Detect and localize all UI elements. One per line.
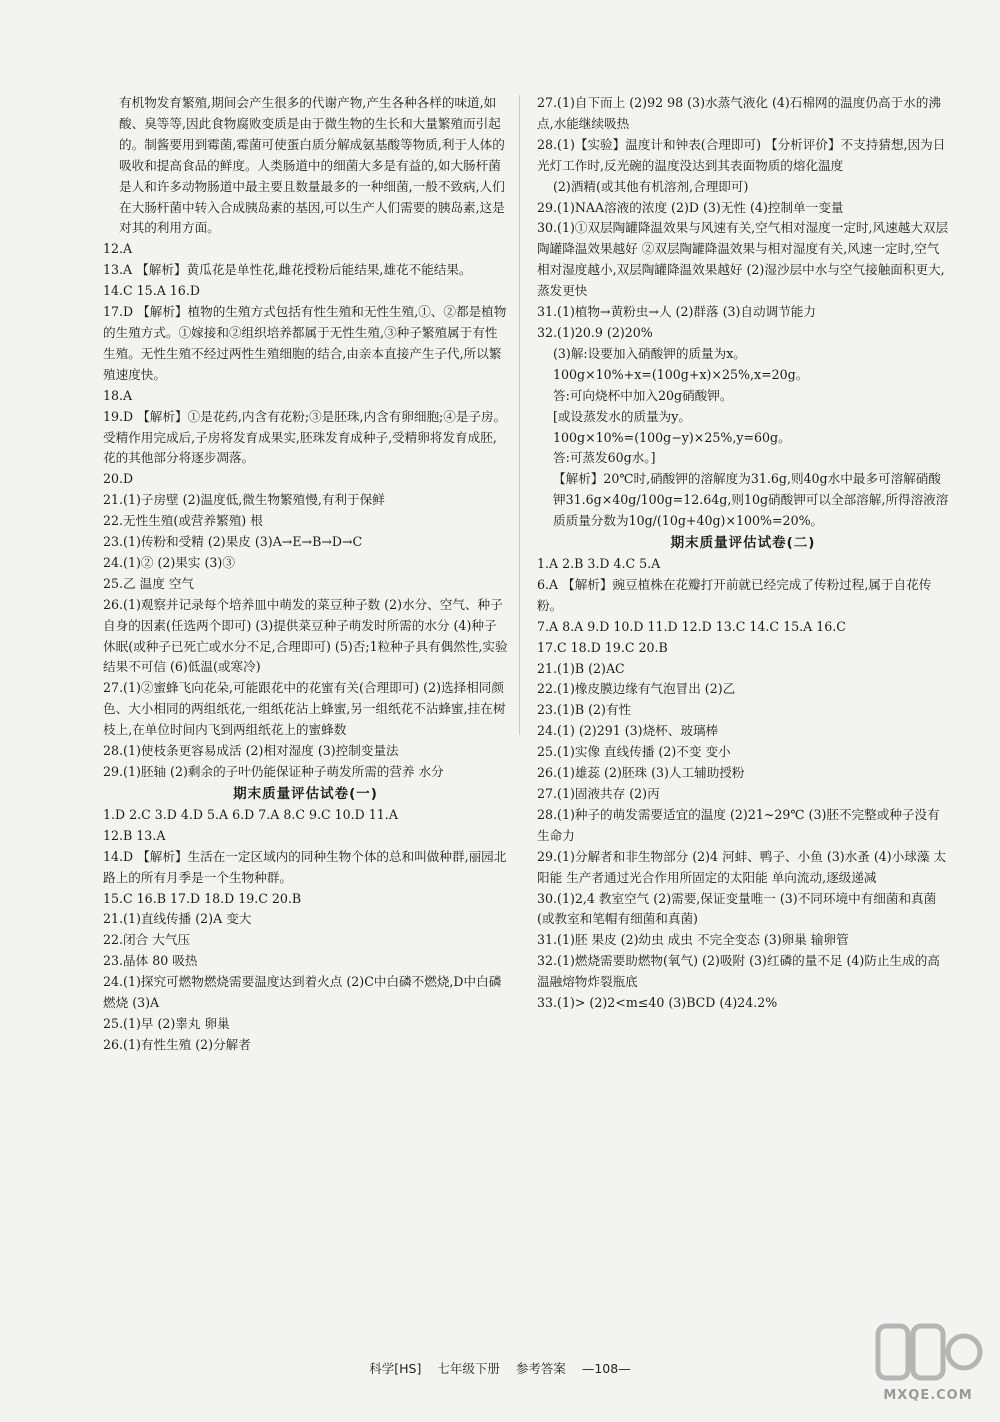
page-footer bbox=[0, 1359, 1000, 1377]
answer-item: 28.(1)种子的萌发需要适宜的温度 (2)21~29℃ (3)胚不完整或种子没有生命力 bbox=[537, 806, 940, 843]
answer-item: 6.A 【解析】豌豆植株在花瓣打开前就已经完成了传粉过程,属于自花传粉。 bbox=[537, 576, 932, 613]
column-divider bbox=[519, 95, 520, 735]
answer-item: 29.(1)NAA溶液的浓度 (2)D (3)无性 (4)控制单一变量 bbox=[537, 199, 844, 215]
answer-item: 33.(1)> (2)2<m≤40 (3)BCD (4)24.2% bbox=[537, 995, 778, 1011]
answer-item: 1.D 2.C 3.D 4.D 5.A 6.D 7.A 8.C 9.C 10.D 11.A bbox=[103, 806, 398, 822]
answer-item: 22.(1)橡皮膜边缘有气泡冒出 (2)乙 bbox=[537, 681, 736, 697]
answer-item: 14.C 15.A 16.D bbox=[103, 283, 200, 299]
answer-item: (2)酒精(或其他有机溶剂,合理即可) bbox=[553, 178, 749, 194]
answer-item: 21.(1)直线传播 (2)A 变大 bbox=[103, 911, 252, 927]
watermark-text: MXQE.COM bbox=[883, 1388, 973, 1403]
footer-grade: 七年级下册 bbox=[437, 1361, 500, 1376]
answer-item: 1.A 2.B 3.D 4.C 5.A bbox=[537, 556, 661, 572]
answer-item: 32.(1)燃烧需要助燃物(氧气) (2)吸附 (3)红磷的量不足 (4)防止生成的高温融熔物炸裂瓶底 bbox=[537, 953, 940, 990]
footer-section: 参考答案 bbox=[515, 1361, 566, 1376]
answer-item: 27.(1)自下而上 (2)92 98 (3)水蒸气液化 (4)石棉网的温度仍高于水的沸点,水能继续吸热 bbox=[537, 95, 941, 131]
answer-item: 22.闭合 大气压 bbox=[103, 932, 191, 948]
answer-item: 答:可蒸发60g水。] bbox=[553, 450, 656, 466]
footer-page-number: —108— bbox=[581, 1361, 631, 1376]
answer-item: 26.(1)有性生殖 (2)分解者 bbox=[103, 1036, 251, 1052]
answer-item: 100g×10%=(100g−y)×25%,y=60g。 bbox=[553, 429, 791, 445]
answer-item: 21.(1)B (2)AC bbox=[537, 660, 625, 676]
answer-item: 答:可向烧杯中加入20g硝酸钾。 bbox=[553, 387, 733, 403]
answer-item: 31.(1)植物→黄粉虫→人 (2)群落 (3)自动调节能力 bbox=[537, 304, 816, 320]
answer-item: 19.D 【解析】①是花药,内含有花粉;③是胚珠,内含有卵细胞;④是子房。受精作用完成后,子房将发育成果实,胚珠发育成种子,受精卵将发育成胚,花的其他部分将逐步凋落。 bbox=[103, 408, 507, 466]
answer-item: 23.(1)B (2)有性 bbox=[537, 702, 632, 718]
answer-item: 17.D 【解析】植物的生殖方式包括有性生殖和无性生殖,①、②都是植物的生殖方式。①嫁接和②组织培养都属于无性生殖,③种子繁殖属于有性生殖。无性生殖不经过两性生殖细胞的结合,由亲本直接产生子代,所以繁殖速度快。 bbox=[103, 304, 507, 382]
answer-item: 14.D 【解析】生活在一定区域内的同种生物个体的总和叫做种群,丽园北路上的所有月季是一个生物种群。 bbox=[103, 848, 507, 885]
answer-item: 7.A 8.A 9.D 10.D 11.D 12.D 13.C 14.C 15.A 16.C bbox=[537, 618, 846, 634]
watermark-logo bbox=[872, 1320, 984, 1406]
answer-item: 30.(1)①双层陶罐降温效果与风速有关,空气相对湿度一定时,风速越大双层陶罐降温效果越好 ②双层陶罐降温效果与相对湿度有关,风速一定时,空气相对湿度越小,双层陶罐降温效果越好 (2)湿沙层中水与空气接触面积更大,蒸发更快 bbox=[537, 220, 949, 299]
answer-item: 27.(1)固液共存 (2)丙 bbox=[537, 786, 660, 801]
answer-item: (3)解:设要加入硝酸钾的质量为x。 bbox=[553, 345, 746, 361]
answer-item: 31.(1)胚 果皮 (2)幼虫 成虫 不完全变态 (3)卵巢 输卵管 bbox=[537, 932, 849, 948]
answer-item: 30.(1)2,4 教室空气 (2)需要,保证变量唯一 (3)不同环境中有细菌和真菌(或教室和笔帽有细菌和真菌) bbox=[537, 890, 937, 927]
right-column bbox=[537, 93, 949, 1014]
answer-item: 25.乙 温度 空气 bbox=[103, 575, 195, 591]
answer-item: 12.A bbox=[103, 241, 133, 257]
footer-subject: 科学[HS] bbox=[369, 1361, 422, 1376]
section-title-exam-2: 期末质量评估试卷(二) bbox=[670, 535, 816, 552]
answer-item: 23.(1)传粉和受精 (2)果皮 (3)A→E→B→D→C bbox=[103, 534, 363, 550]
answer-item: 25.(1)实像 直线传播 (2)不变 变小 bbox=[537, 744, 731, 760]
answer-item: 17.C 18.D 19.C 20.B bbox=[537, 639, 668, 655]
answer-item: 28.(1)使枝条更容易成活 (2)相对湿度 (3)控制变量法 bbox=[103, 743, 399, 759]
answer-paragraph: 有机物发育繁殖,期间会产生很多的代谢产物,产生各种各样的味道,如酸、臭等等,因此食物腐败变质是由于微生物的生长和大量繁殖而引起的。制酱要用到霉菌,霉菌可使蛋白质分解成氨基酸等物质,利于人体的吸收和提高食品的鲜度。人类肠道中的细菌大多是有益的,如大肠杆菌是人和许多动物肠道中最主要且数量最多的一种细菌,一般不致病,人们在大肠杆菌中转入合成胰岛素的基因,可以生产人们需要的胰岛素,这是对其的利用方面。 bbox=[119, 95, 505, 236]
answer-item: 23.晶体 80 吸热 bbox=[103, 953, 198, 969]
answer-item: 29.(1)胚轴 (2)剩余的子叶仍能保证种子萌发所需的营养 水分 bbox=[103, 764, 444, 779]
answer-item: [或设蒸发水的质量为y。 bbox=[553, 408, 691, 424]
answer-item: 20.D bbox=[103, 471, 134, 487]
answer-item: 22.无性生殖(或营养繁殖) 根 bbox=[103, 513, 263, 529]
watermark-logo-icon bbox=[872, 1320, 984, 1390]
answer-item: 25.(1)早 (2)睾丸 卵巢 bbox=[103, 1015, 230, 1031]
answer-item: 【解析】20℃时,硝酸钾的溶解度为31.6g,则40g水中最多可溶解硝酸钾31.6g×40g/100g=12.64g,则10g硝酸钾可以全部溶解,所得溶液溶质质量分数为10g/(10g+40g)×100%=20%。 bbox=[553, 471, 949, 529]
answer-item: 15.C 16.B 17.D 18.D 19.C 20.B bbox=[103, 890, 302, 906]
answer-item: 13.A 【解析】黄瓜花是单性花,雌花授粉后能结果,雄花不能结果。 bbox=[103, 262, 472, 278]
answer-item: 24.(1)探究可燃物燃烧需要温度达到着火点 (2)C中白磷不燃烧,D中白磷燃烧 (3)A bbox=[103, 974, 502, 1011]
answer-item: 28.(1)【实验】温度计和钟表(合理即可) 【分析评价】不支持猜想,因为日光灯工作时,反光碗的温度没达到其表面物质的熔化温度 bbox=[537, 136, 946, 173]
answer-item: 21.(1)子房壁 (2)温度低,微生物繁殖慢,有利于保鲜 bbox=[103, 492, 385, 508]
answer-item: 100g×10%+x=(100g+x)×25%,x=20g。 bbox=[553, 366, 809, 382]
answer-item: 27.(1)②蜜蜂飞向花朵,可能跟花中的花蜜有关(合理即可) (2)选择相同颜色、大小相同的两组纸花,一组纸花沾上蜂蜜,另一组纸花不沾蜂蜜,挂在树枝上,在单位时间内飞到两组纸花上的蜜蜂数 bbox=[103, 680, 506, 738]
answer-item: 26.(1)观察并记录每个培养皿中萌发的菜豆种子数 (2)水分、空气、种子自身的因素(任选两个即可) (3)提供菜豆种子萌发时所需的水分 (4)种子休眠(或种子已死亡或水分不足,合理即可) (5)否;1粒种子具有偶然性,实验结果不可信 (6)低温(或寒冷) bbox=[103, 596, 508, 675]
left-column bbox=[103, 93, 508, 1056]
answer-item: 24.(1)② (2)果实 (3)③ bbox=[103, 554, 235, 570]
answer-item: 26.(1)雄蕊 (2)胚珠 (3)人工辅助授粉 bbox=[537, 765, 745, 781]
answer-item: 12.B 13.A bbox=[103, 827, 166, 843]
answer-item: 24.(1) (2)291 (3)烧杯、玻璃棒 bbox=[537, 723, 719, 739]
answer-item: 18.A bbox=[103, 387, 133, 403]
section-title-exam-1: 期末质量评估试卷(一) bbox=[233, 785, 378, 802]
answer-item: 32.(1)20.9 (2)20% bbox=[537, 324, 653, 340]
answer-item: 29.(1)分解者和非生物部分 (2)4 河蚌、鸭子、小鱼 (3)水蚤 (4)小球藻 太阳能 生产者通过光合作用所固定的太阳能 单向流动,逐级递减 bbox=[537, 848, 947, 885]
